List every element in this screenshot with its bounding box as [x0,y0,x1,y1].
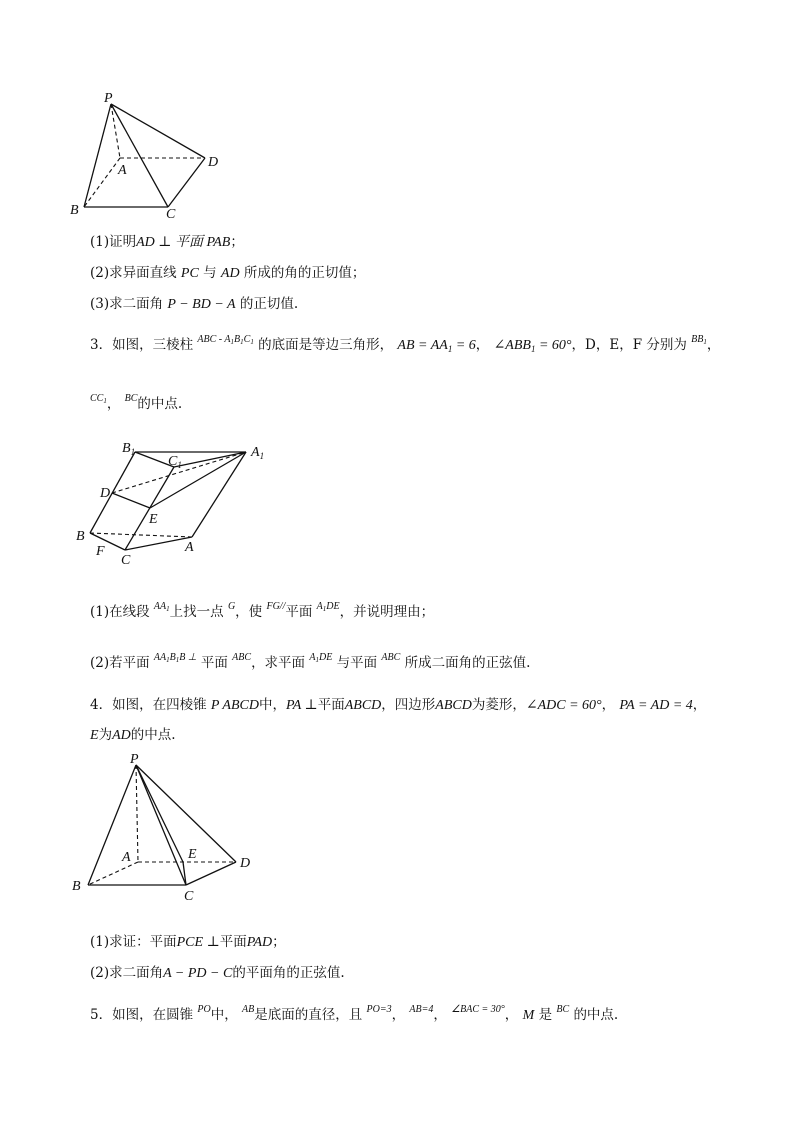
label-e: E [188,847,197,862]
label-p: P [104,91,113,106]
edge-pd [136,765,236,862]
edge-cd [168,158,205,207]
edge-pb [84,104,111,207]
label-b1: $B_1$ [122,441,136,457]
q5-intro: 5．如图，在圆锥 $^{PO}$中， $^{AB}$是底面的直径，且 $^{PO=3}$， $^{AB=4}$， $^{\angle BAC = 30^\circ}$， M 是 $^{BC}$ 的中点. [90,1004,619,1023]
edge-pa-hidden [136,765,138,862]
label-e: E [149,512,158,527]
edge-ca [125,537,192,550]
label-d: D [100,486,111,501]
edge-pe [136,765,183,862]
edge-ba-hidden [90,533,192,537]
math-a1de-2: A1DE [309,652,333,664]
q2-part1: (1)证明AD ⊥ 平面 PAB； [90,234,244,250]
math-a1de: A1DE [316,601,340,613]
label-b: B [70,203,79,218]
label-c: C [166,207,176,222]
q2-part2: (2)求异面直线 PC 与 AD 所成的角的正切值； [90,265,366,281]
edge-cd [186,862,236,885]
q4-intro-line2: E为AD的中点. [90,727,176,743]
math-aa1: AA1 [153,601,170,613]
label-c: C [184,889,194,904]
label-b: B [76,529,85,544]
edge-pc [136,765,186,885]
label-c1: $C_1$ [168,454,182,470]
q3-intro: 3．如图，三棱柱 $^{ABC - A_1B_1C_1}$ 的底面是等边三角形， AB = $AA_1 = 6$， $\angle ABB_1 = 60^\circ$，D，E，F 分别为 $^{BB_1}$， [90,334,721,354]
label-a: A [118,163,127,178]
math-cc1: CC1 [90,393,107,405]
figure-pyramid-pabcd [60,90,230,225]
q3-intro-line2: $^{CC_1}$， $^{BC}$的中点. [90,393,183,412]
label-d: D [208,155,219,170]
edge-ab-hidden [84,158,120,207]
math-ad-perp-pab: AD ⊥ 平面 PAB [136,235,231,250]
math-aa1b1b: AA1B1B ⊥ [153,652,197,664]
q3-part1: (1)在线段 $^{AA_1}$上找一点 $^G$，使 $^{FG//}$平面 $^{A_1DE}$，并说明理由； [90,601,435,620]
math-ab-eq-aa1: AB = $AA_1 = 6$ [397,338,476,354]
edge-pd [111,104,205,158]
figure-pyramid-rhombus [70,745,270,905]
label-c: C [121,553,131,568]
math-bc: BC [124,393,138,404]
edge-c1a1 [174,452,246,467]
label-a: A [122,850,131,865]
q4-part2: (2)求二面角A − PD − C的平面角的正弦值. [90,965,345,981]
edge-pb [88,765,136,885]
q3-part2: (2)若平面 $^{AA_1B_1B \perp}$ 平面 $^{ABC}$，求平面 $^{A_1DE}$ 与平面 $^{ABC}$ 所成二面角的正弦值. [90,652,531,671]
label-d: D [240,856,251,871]
q4-part1: (1)求证：平面PCE ⊥平面PAD； [90,934,286,950]
label-a1: $A_1$ [251,445,265,461]
label-p: P [130,752,139,767]
figure-prism [70,430,280,570]
edge-a1a [192,452,246,537]
edge-ea1 [150,452,246,508]
label-b: B [72,879,81,894]
edge-de [112,493,150,508]
q2-part3: (3)求二面角 P − BD − A 的正切值. [90,296,299,312]
math-bb1: BB1 [691,334,707,346]
math-angle-abb1: $\angle ABB_1 = 60^\circ$ [493,338,572,354]
label-a: A [185,540,194,555]
math-prism: ABC - A1B1C1 [197,334,254,346]
label-f: F [96,544,105,559]
q4-intro: 4．如图，在四棱锥 P ABCD中，PA ⊥平面ABCD，四边形ABCD为菱形，∠ADC = 60°， PA = AD = 4， [90,697,707,713]
